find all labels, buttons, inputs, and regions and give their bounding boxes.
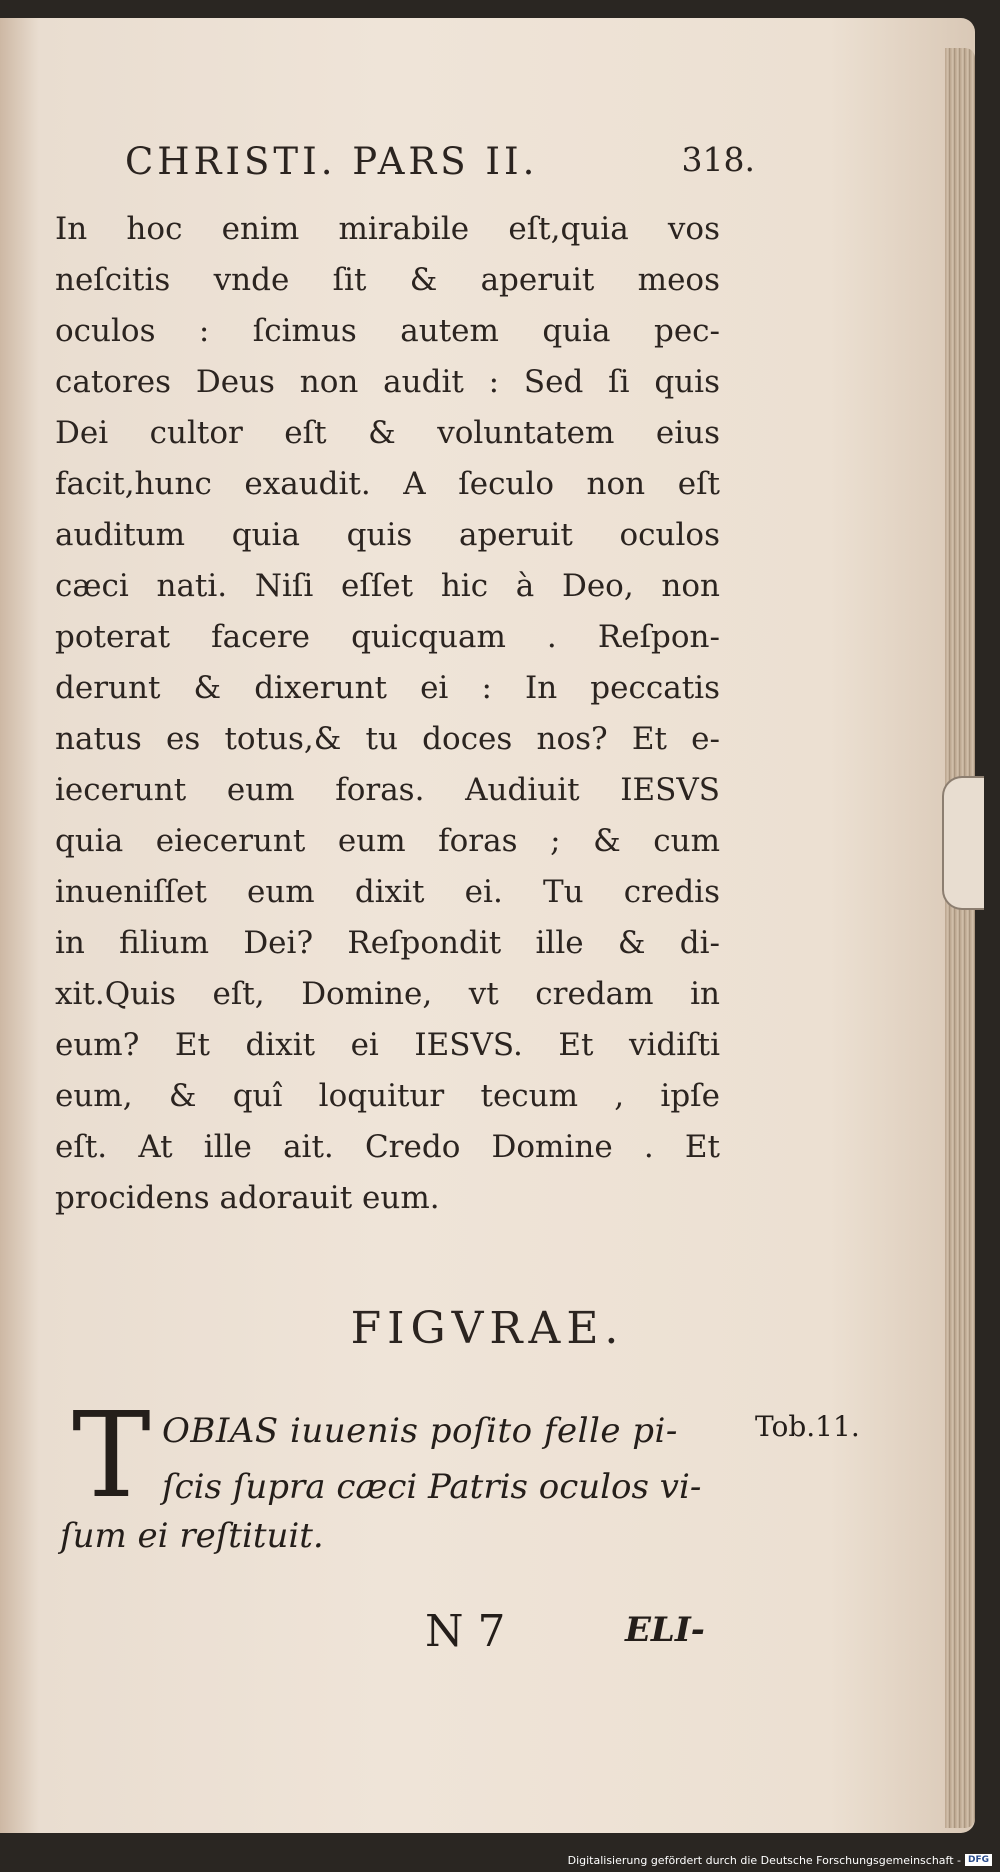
- drop-cap: T: [72, 1386, 151, 1524]
- footer-text: Digitalisierung gefördert durch die Deutsche Forschungsgemeinschaft -: [567, 1853, 961, 1867]
- text-line: eum, & quî loquitur tecum , ipſe: [55, 1078, 720, 1114]
- text-line: eſt. At ille ait. Credo Domine . Et: [55, 1129, 720, 1165]
- dfg-logo: DFG: [965, 1854, 992, 1866]
- running-head-title: CHRISTI. PARS II.: [125, 140, 539, 183]
- text-line: Dei cultor eſt & voluntatem eius: [55, 415, 720, 451]
- text-line: catores Deus non audit : Sed ſi quis: [55, 364, 720, 400]
- text-line-last: procidens adorauit eum.: [55, 1180, 440, 1216]
- digitization-footer: [568, 1850, 992, 1870]
- book-page: [0, 18, 975, 1833]
- text-line: natus es totus,& tu doces nos? Et e-: [55, 721, 720, 757]
- figurae-line: ſcis ſupra cæci Patris oculos vi-: [162, 1467, 702, 1507]
- signature-mark: N 7: [425, 1606, 506, 1657]
- text-line: iecerunt eum foras. Audiuit IESVS: [55, 772, 720, 808]
- text-line: in filium Dei? Reſpondit ille & di-: [55, 925, 720, 961]
- text-line: inueniſſet eum dixit ei. Tu credis: [55, 874, 720, 910]
- text-line: derunt & dixerunt ei : In peccatis: [55, 670, 720, 706]
- catchword: ELI-: [625, 1610, 705, 1650]
- book-clasp: [942, 776, 984, 910]
- figurae-line: OBIAS iuuenis poſito felle pi-: [162, 1411, 678, 1451]
- text-line: auditum quia quis aperuit oculos: [55, 517, 720, 553]
- body-text: [55, 204, 720, 1224]
- figurae-text: [162, 1403, 722, 1515]
- text-line: xit.Quis eſt, Domine, vt credam in: [55, 976, 720, 1012]
- text-line: cæci nati. Niſi eſſet hic à Deo, non: [55, 568, 720, 604]
- margin-note: Tob.11.: [755, 1410, 860, 1443]
- page-number: 318.: [681, 140, 755, 179]
- text-line: In hoc enim mirabile eſt,quia vos: [55, 211, 720, 247]
- text-line: facit,hunc exaudit. A ſeculo non eſt: [55, 466, 720, 502]
- figurae-line-continuation: ſum ei reſtituit.: [60, 1516, 324, 1556]
- text-line: eum? Et dixit ei IESVS. Et vidiſti: [55, 1027, 720, 1063]
- page-edges: [945, 48, 975, 1828]
- section-heading: FIGVRAE.: [350, 1303, 625, 1354]
- text-line: quia eiecerunt eum foras ; & cum: [55, 823, 720, 859]
- text-line: neſcitis vnde ſit & aperuit meos: [55, 262, 720, 298]
- text-line: poterat facere quicquam . Reſpon-: [55, 619, 720, 655]
- running-header: [125, 140, 755, 190]
- text-line: oculos : ſcimus autem quia pec-: [55, 313, 720, 349]
